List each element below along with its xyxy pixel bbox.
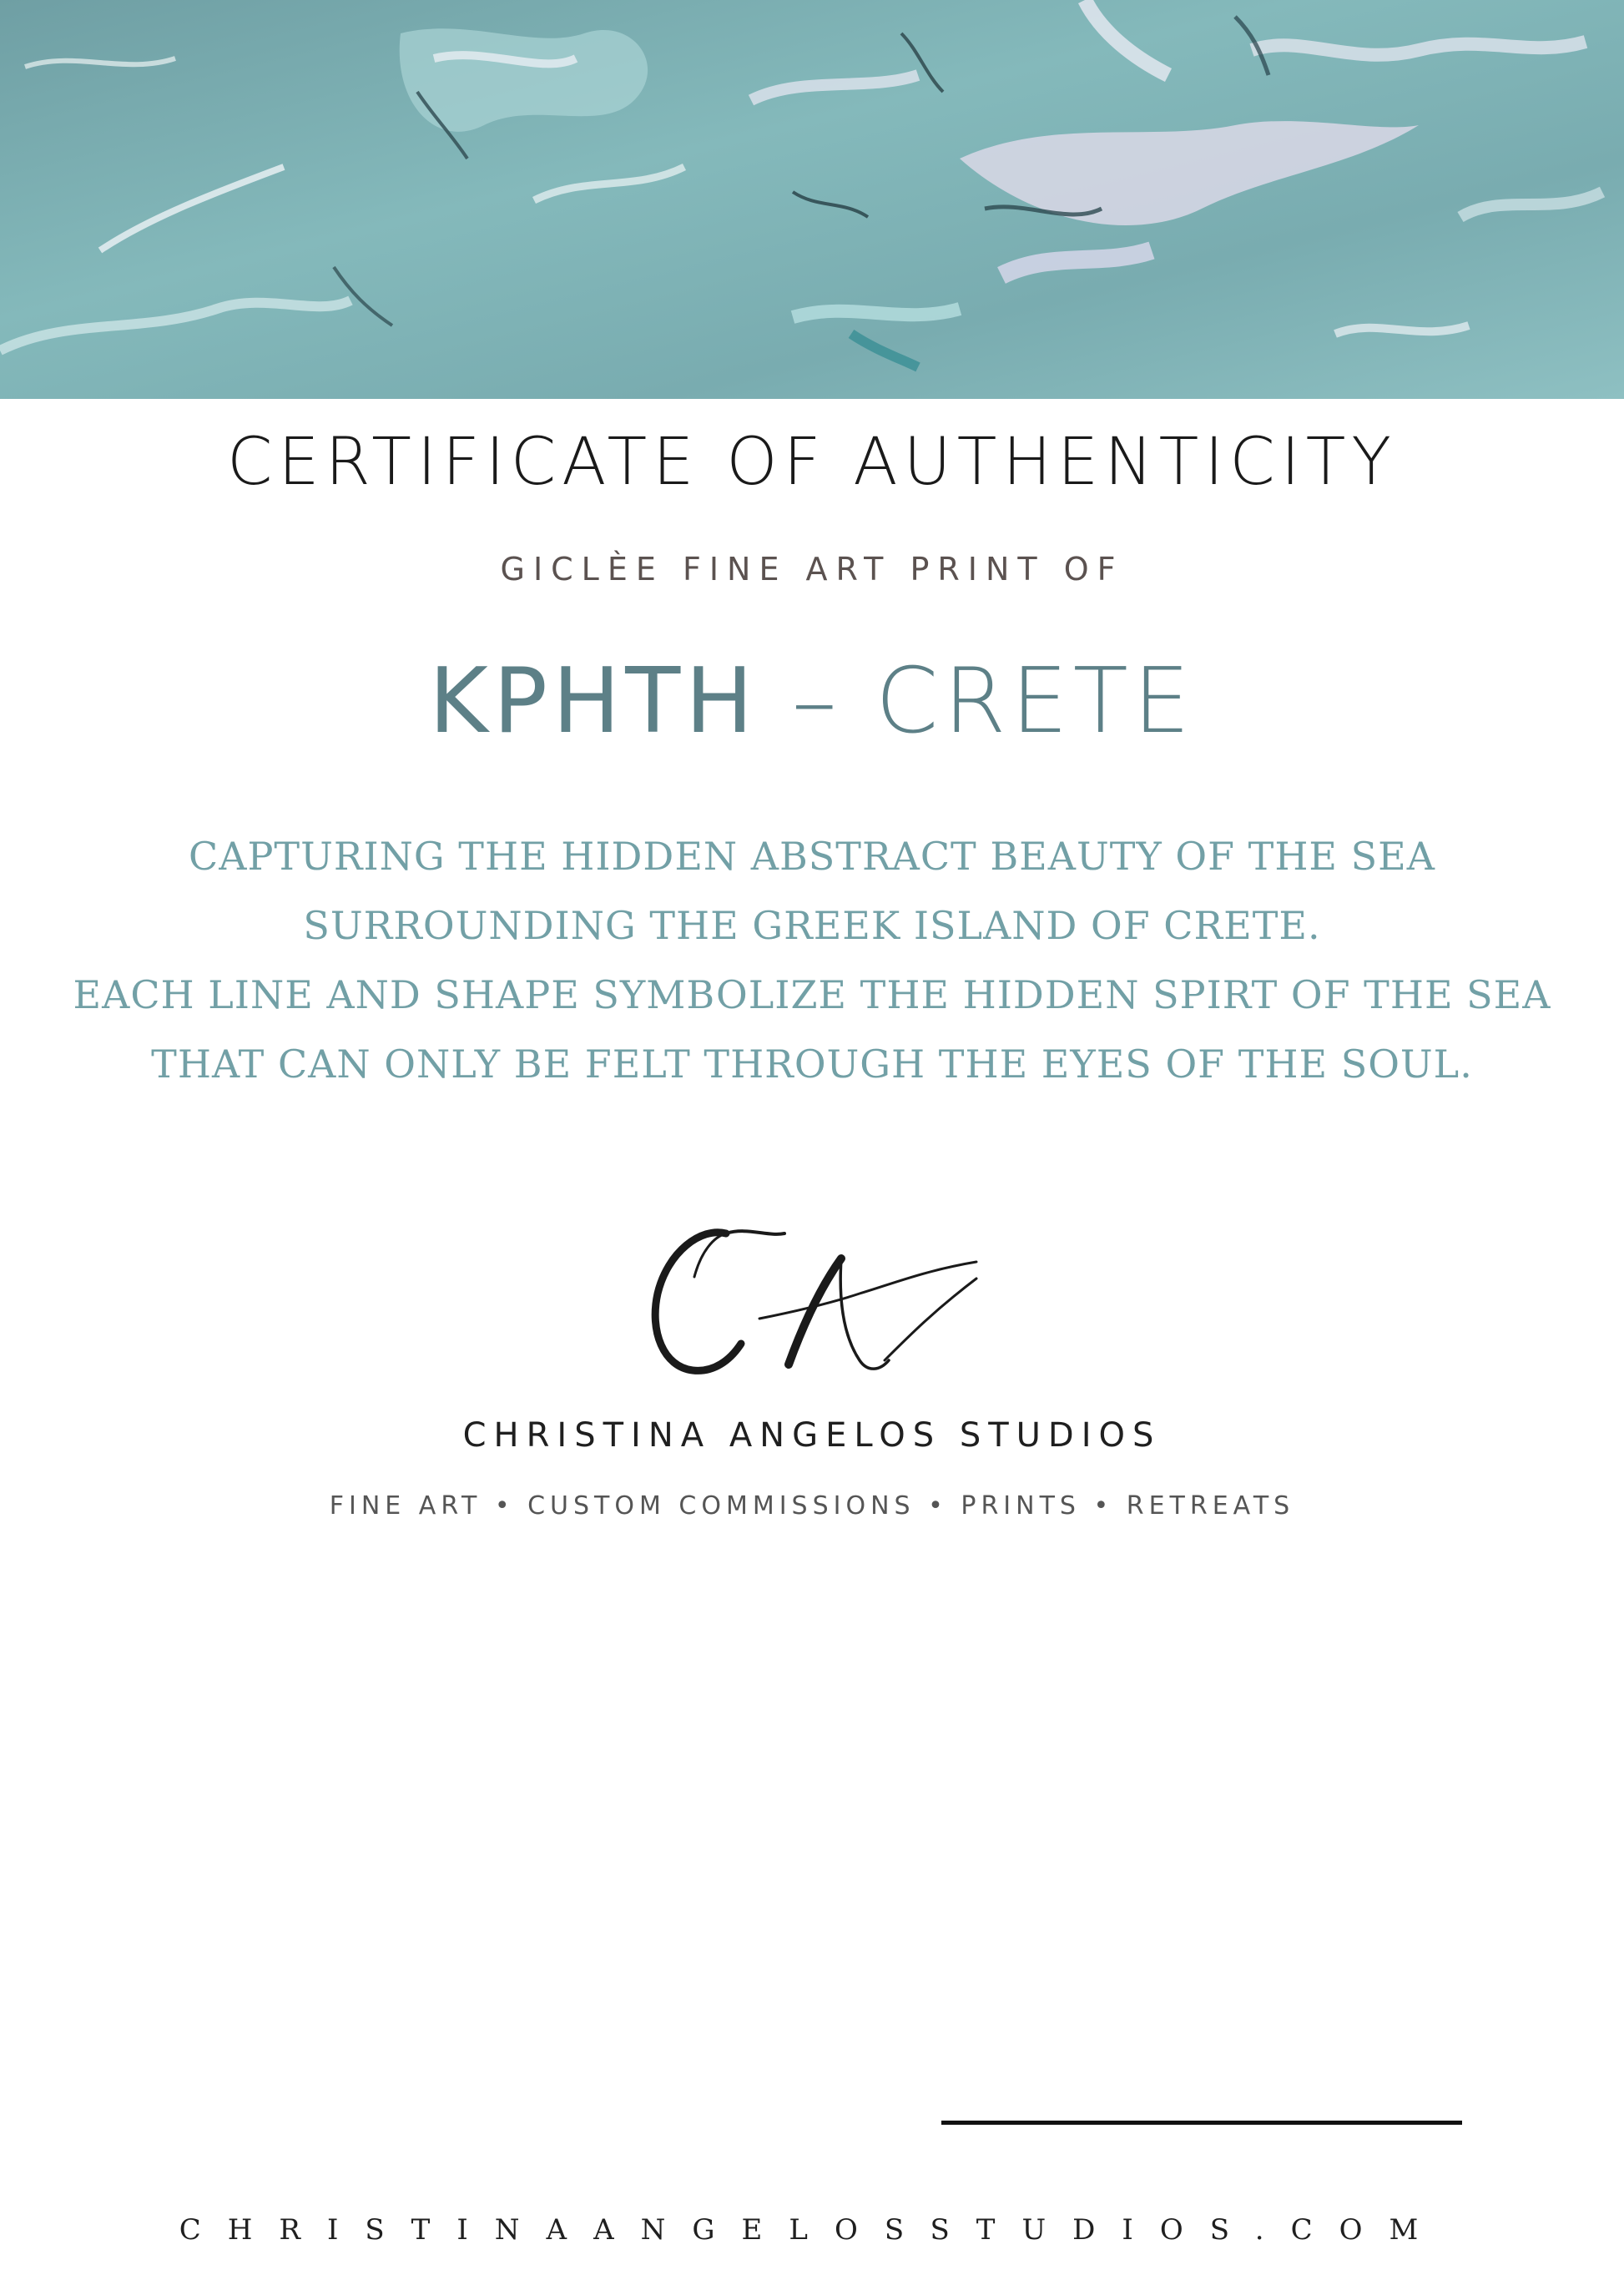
studio-website: CHRISTINAANGELOSSTUDIOS.COM — [179, 2213, 1445, 2247]
artwork-title — [0, 649, 1624, 754]
artwork-title-english: CRETE — [875, 649, 1195, 754]
print-type-subtitle: GICLÈE FINE ART PRINT OF — [500, 551, 1124, 588]
description-line: THAT CAN ONLY BE FELT THROUGH THE EYES OF THE SOUL. — [151, 1042, 1473, 1087]
abstract-sea-painting-banner — [0, 0, 1624, 399]
studio-name: CHRISTINA ANGELOS STUDIOS — [462, 1416, 1162, 1455]
studio-monogram-logo — [634, 1218, 985, 1385]
artwork-title-separator: – — [758, 649, 876, 754]
signature-line — [941, 2121, 1462, 2125]
description-line: CAPTURING THE HIDDEN ABSTRACT BEAUTY OF THE SEA — [189, 834, 1435, 879]
description-line: EACH LINE AND SHAPE SYMBOLIZE THE HIDDEN SPIRT OF THE SEA — [73, 972, 1551, 1017]
artwork-description — [0, 822, 1624, 1099]
certificate-title: CERTIFICATE OF AUTHENTICITY — [226, 425, 1398, 500]
studio-services: FINE ART • CUSTOM COMMISSIONS • PRINTS • RETREATS — [329, 1491, 1295, 1521]
artwork-title-greek: KPHTH — [429, 649, 759, 754]
description-line: SURROUNDING THE GREEK ISLAND OF CRETE. — [303, 903, 1321, 948]
